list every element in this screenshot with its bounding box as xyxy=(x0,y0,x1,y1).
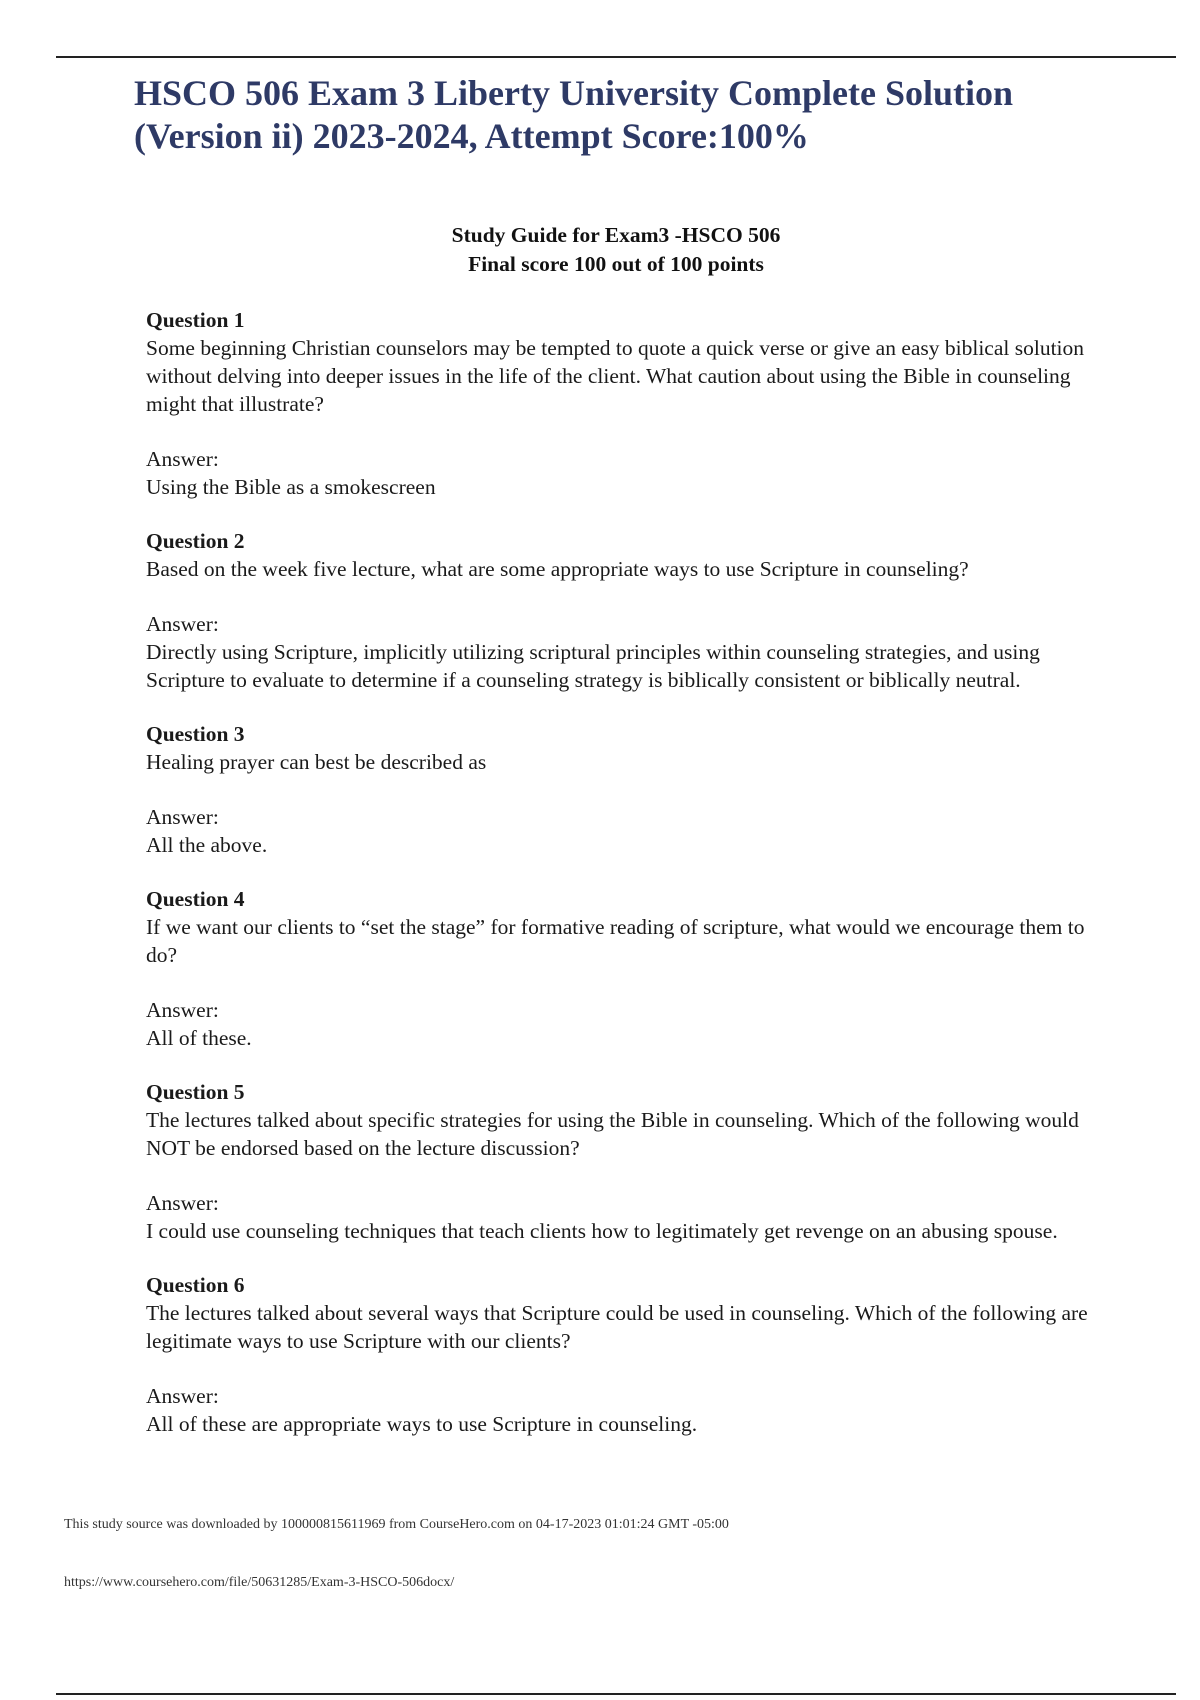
answer-text: All of these are appropriate ways to use Scripture in counseling. xyxy=(146,1412,698,1436)
answer-text: Using the Bible as a smokescreen xyxy=(146,475,436,499)
question-text: If we want our clients to “set the stage” for formative reading of scripture, what would we encourage them to do? xyxy=(146,915,1085,967)
answer-label: Answer: xyxy=(146,1191,219,1215)
final-score: Final score 100 out of 100 points xyxy=(468,252,764,276)
source-url-link[interactable]: https://www.coursehero.com/file/50631285/Exam-3-HSCO-506docx/ xyxy=(64,1575,455,1590)
question-text: Healing prayer can best be described as xyxy=(146,750,487,774)
question-item xyxy=(146,306,1106,501)
question-item xyxy=(146,1271,1106,1438)
answer-label: Answer: xyxy=(146,998,219,1022)
question-text: The lectures talked about specific strategies for using the Bible in counseling. Which of the following would NOT be endorsed based on the lecture discussion? xyxy=(146,1108,1079,1160)
download-notice: This study source was downloaded by 100000815611969 from CourseHero.com on 04-17-2023 01:01:24 GMT -05:00 xyxy=(64,1517,729,1532)
question-label: Question 2 xyxy=(146,529,245,553)
question-label: Question 1 xyxy=(146,308,245,332)
top-rule xyxy=(56,56,1176,58)
question-list xyxy=(146,306,1106,1464)
question-item xyxy=(146,527,1106,694)
answer-text: All the above. xyxy=(146,833,268,857)
answer-label: Answer: xyxy=(146,447,219,471)
answer-text: Directly using Scripture, implicitly utilizing scriptural principles within counseling strategies, and using Scripture to evaluate to determine if a counseling strategy is biblically consistent or biblically neutral. xyxy=(146,640,1040,692)
question-label: Question 4 xyxy=(146,887,245,911)
answer-label: Answer: xyxy=(146,1384,219,1408)
question-label: Question 5 xyxy=(146,1080,245,1104)
question-label: Question 3 xyxy=(146,722,245,746)
answer-text: All of these. xyxy=(146,1026,252,1050)
question-text: Some beginning Christian counselors may be tempted to quote a quick verse or give an easy biblical solution without delving into deeper issues in the life of the client. What caution about using the Bible in counseling might that illustrate? xyxy=(146,336,1085,416)
answer-label: Answer: xyxy=(146,612,219,636)
question-item xyxy=(146,720,1106,859)
bottom-rule xyxy=(56,1693,1176,1695)
study-guide-title: Study Guide for Exam3 -HSCO 506 xyxy=(451,223,781,247)
answer-text: I could use counseling techniques that teach clients how to legitimately get revenge on an abusing spouse. xyxy=(146,1219,1058,1243)
question-text: Based on the week five lecture, what are some appropriate ways to use Scripture in counseling? xyxy=(146,557,969,581)
document-title: HSCO 506 Exam 3 Liberty University Complete Solution (Version ii) 2023-2024, Attempt Score:100% xyxy=(134,73,1013,156)
study-guide-header xyxy=(0,221,1200,279)
question-item xyxy=(146,1078,1106,1245)
question-text: The lectures talked about several ways that Scripture could be used in counseling. Which of the following are legitimate ways to use Scripture with our clients? xyxy=(146,1301,1088,1353)
question-item xyxy=(146,885,1106,1052)
answer-label: Answer: xyxy=(146,805,219,829)
question-label: Question 6 xyxy=(146,1273,245,1297)
